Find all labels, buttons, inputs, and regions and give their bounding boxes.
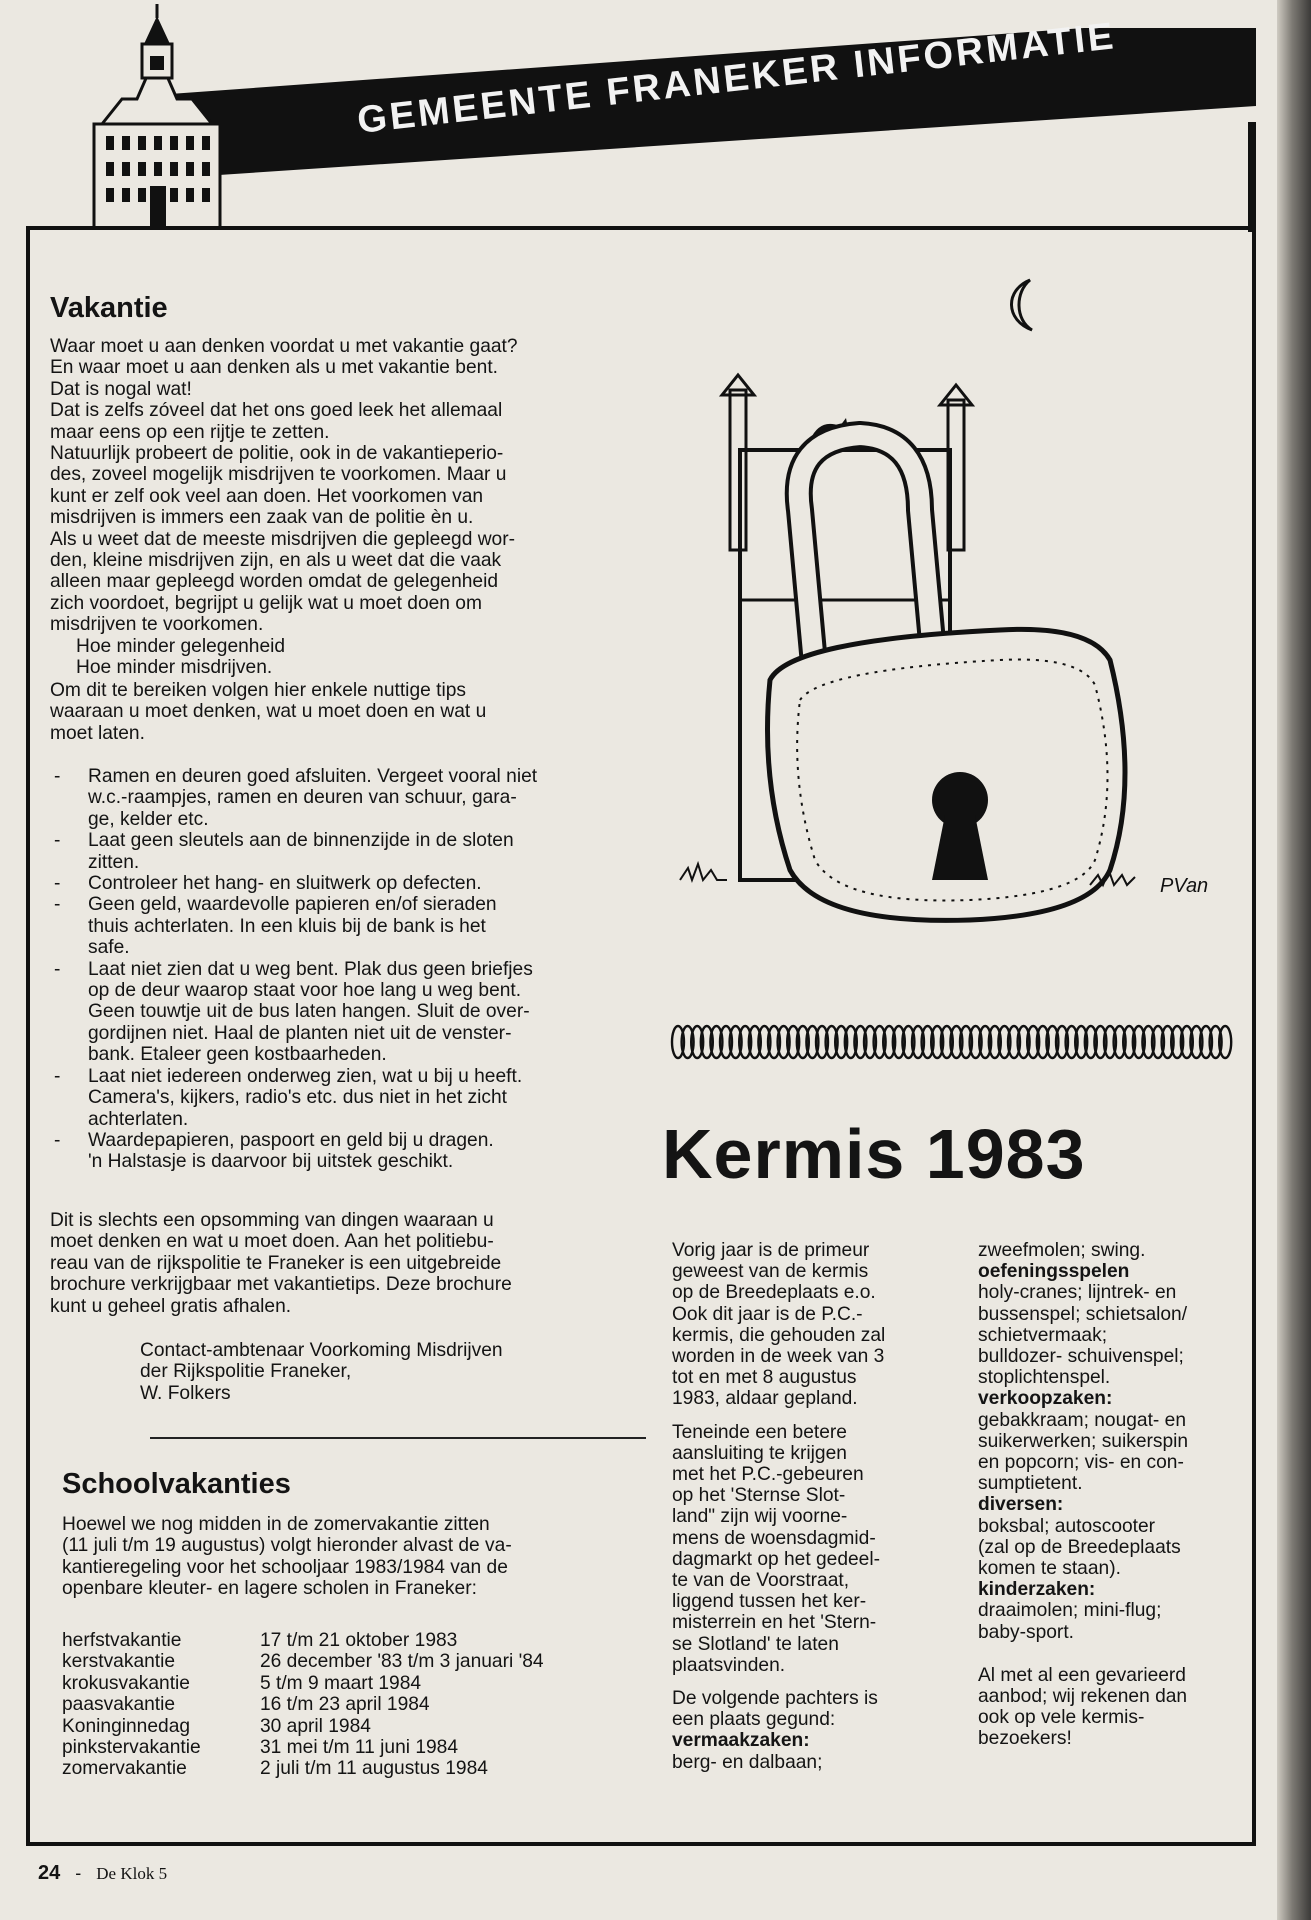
tip-item: - Controleer het hang- en sluitwerk op defecten. (50, 873, 680, 894)
padlock-house-illustration (670, 260, 1230, 940)
category-items: holy-cranes; lijntrek- en bussenspel; schietsalon/ schietvermaak; bulldozer- schuivenspel; stoplichtenspel. (978, 1282, 1188, 1389)
table-row: pinkstervakantie 31 mei t/m 11 juni 1984 (62, 1737, 459, 1759)
vakantie-lead: Om dit te bereiken volgen hier enkele nuttige tips waaraan u moet denken, wat u moet doen en wat u moet laten. (50, 680, 487, 744)
table-row: herfstvakantie 17 t/m 21 oktober 1983 (62, 1630, 458, 1651)
tips-list (50, 766, 680, 1173)
kermis-closing: Al met al een gevarieerd aanbod; wij rekenen dan ook op vele kermis- bezoekers! (978, 1664, 1188, 1750)
table-row: Koninginnedag 30 april 1984 (62, 1715, 371, 1737)
table-row: paasvakantie 16 t/m 23 april 1984 (62, 1694, 430, 1716)
category-heading: vermaakzaken: (672, 1730, 810, 1752)
vakantie-intro: Waar moet u aan denken voordat u met vakantie gaat? En waar moet u aan denken als u met vakantie bent. Dat is nogal wat! Dat is zelfs zóveel dat het ons goed leek het allemaal maar eens op een rijtje te zetten. Natuurlijk probeert de politie, ook in de vakantieperio- des, zoveel mogelijk misdrijven te voorkomen. Maar u kunt er zelf ook veel aan doen. Het voorkomen van misdrijven is immers een zaak van de politie èn u. Als u weet dat de meeste misdrijven die gepleegd wor- den, kleine misdrijven zijn, en als u weet dat die vaak alleen maar gepleegd worden omdat de gelegenheid zich voordoet, begrijpt u gelijk wat u moet doen om misdrijven te voorkomen. (50, 336, 518, 636)
kermis-column-1 (672, 1240, 932, 1773)
tip-item: - Ramen en deuren goed afsluiten. Vergeet vooral niet w.c.-raampjes, ramen en deuren van schuur, gara- ge, kelder etc. (50, 766, 680, 830)
vakantie-closing: Dit is slechts een opsomming van dingen waaraan u moet denken en wat u moet doen. Aan het politiebu- reau van de rijkspolitie te Franeker is een uitgebreide brochure verkrijgbaar met vakantietips. Deze brochure kunt u geheel gratis afhalen. (50, 1210, 512, 1317)
tip-item: - Geen geld, waardevolle papieren en/of sieraden thuis achterlaten. In een kluis bij de bank is het safe. (50, 894, 680, 958)
category-items: draaimolen; mini-flug; baby-sport. (978, 1600, 1162, 1643)
page-edge-shadow (1277, 0, 1311, 1920)
frame-corner (1248, 122, 1256, 232)
kermis-paragraph: Teneinde een betere aansluiting te krijgen met het P.C.-gebeuren op het 'Sternse Slot- land" zijn wij voorne- mens de woensdagmid- dagmarkt op het gedeel- te van de Voorstraat, liggend tussen het ker- misterrein en het 'Stern- se Slotland' te laten plaatsvinden. (672, 1421, 880, 1676)
tip-item: - Waardepapieren, paspoort en geld bij u dragen. 'n Halstasje is daarvoor bij uitstek geschikt. (50, 1130, 680, 1173)
category-heading: kinderzaken: (978, 1579, 1096, 1601)
kermis-paragraph: Vorig jaar is de primeur geweest van de kermis op de Breedeplaats e.o. Ook dit jaar is de P.C.- kermis, die gehouden zal worden in de week van 3 tot en met 8 augustus 1983, aldaar gepland. (672, 1240, 886, 1410)
magazine-name: De Klok 5 (96, 1864, 168, 1883)
category-heading: diversen: (978, 1494, 1064, 1516)
page-number: 24 (38, 1862, 61, 1884)
table-row: krokusvakantie 5 t/m 9 maart 1984 (62, 1672, 422, 1694)
footer-separator: - (75, 1863, 82, 1883)
schoolvakanties-intro: Hoewel we nog midden in de zomervakantie zitten (11 juli t/m 19 augustus) volgt hieronder alvast de va- kantieregeling voor het schooljaar 1983/1984 van de openbare kleuter- en lagere scholen in Franeker: (62, 1514, 512, 1600)
category-items: gebakkraam; nougat- en suikerwerken; suikerspin en popcorn; vis- en con- sumptietent. (978, 1409, 1189, 1495)
table-row: zomervakantie 2 juli t/m 11 augustus 1984 (62, 1758, 488, 1780)
vakantie-title: Vakantie (50, 292, 168, 324)
section-divider (150, 1437, 646, 1439)
kermis-paragraph: De volgende pachters is een plaats gegund: (672, 1688, 878, 1731)
page-footer (38, 1862, 167, 1885)
table-row: kerstvakantie 26 december '83 t/m 3 januari '84 (62, 1651, 544, 1673)
vakantie-motto: Hoe minder gelegenheid Hoe minder misdrijven. (76, 636, 286, 679)
kermis-title: Kermis 1983 (662, 1115, 1086, 1193)
kermis-column-2 (978, 1240, 1228, 1750)
schedule-table (62, 1630, 662, 1780)
category-items: boksbal; autoscooter (zal op de Breedeplaats komen te staan). (978, 1515, 1181, 1580)
tip-item: - Laat geen sleutels aan de binnenzijde in de sloten zitten. (50, 830, 680, 873)
tip-item: - Laat niet iedereen onderweg zien, wat u bij u heeft. Camera's, kijkers, radio's etc. dus niet in het zicht achterlaten. (50, 1066, 680, 1130)
coil-spring-divider (670, 1020, 1242, 1064)
category-items: zweefmolen; swing. (978, 1240, 1146, 1261)
town-hall-logo (92, 4, 222, 228)
vakantie-signature: Contact-ambtenaar Voorkoming Misdrijven der Rijkspolitie Franeker, W. Folkers (140, 1340, 503, 1404)
artist-signature: PVan (1160, 875, 1209, 897)
category-heading: verkoopzaken: (978, 1388, 1113, 1410)
category-heading: oefeningsspelen (978, 1261, 1130, 1283)
header-title: GEMEENTE FRANEKER INFORMATIE (355, 15, 1119, 143)
schoolvakanties-title: Schoolvakanties (62, 1468, 291, 1500)
moon-icon (1011, 280, 1032, 330)
tip-item: - Laat niet zien dat u weg bent. Plak dus geen briefjes op de deur waarop staat voor hoe lang u weg bent. Geen touwtje uit de bus laten hangen. Sluit de over- gordijnen niet. Haal de planten niet uit de venster- bank. Etaleer geen kostbaarheden. (50, 959, 680, 1066)
category-items: berg- en dalbaan; (672, 1751, 823, 1773)
